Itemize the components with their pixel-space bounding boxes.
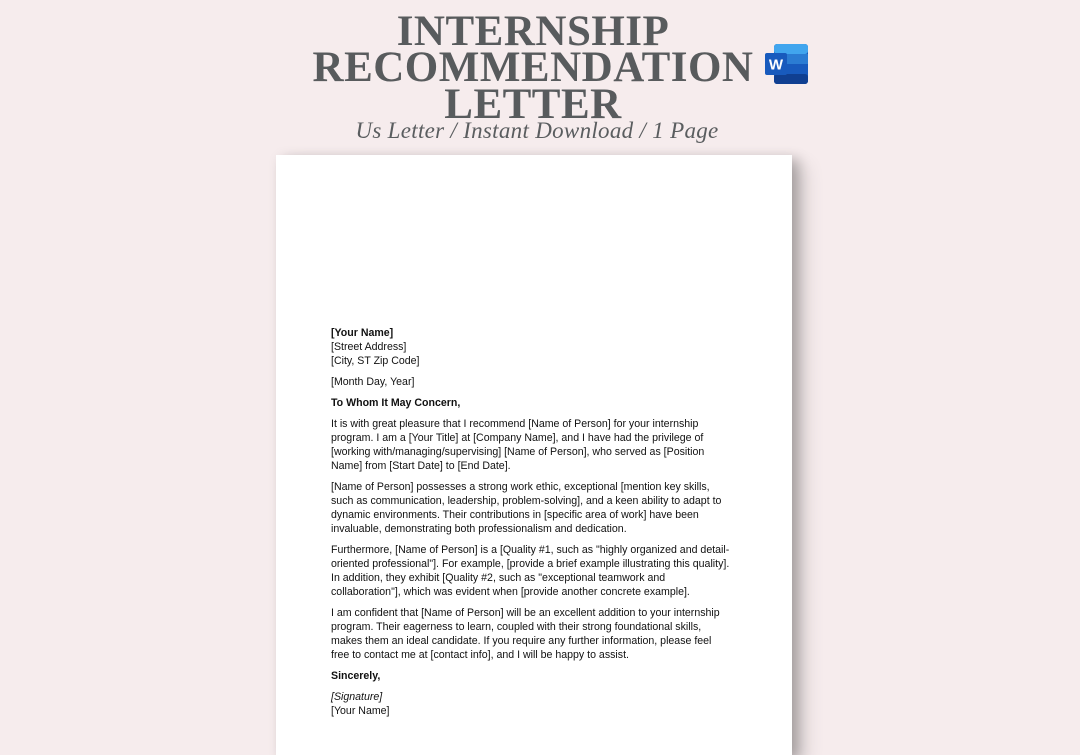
letter-line: [City, ST Zip Code] (331, 355, 420, 367)
letter-line: [Name of Person] possesses a strong work ethic, exceptional [mention key skills, (331, 481, 710, 493)
letter-paragraph (331, 326, 729, 340)
letter-line: program. I am a [Your Title] at [Company Name], and I have had the privilege of (331, 432, 704, 444)
letter-line: [Your Name] (331, 705, 390, 717)
letter-line: Sincerely, (331, 670, 381, 682)
letter-paragraph (331, 704, 729, 718)
letter-line: free to contact me at [contact info], and I will be happy to assist. (331, 649, 629, 661)
letter-line: [Street Address] (331, 341, 407, 353)
word-icon (765, 44, 808, 84)
letter-paragraph (331, 340, 729, 368)
letter-line: I am confident that [Name of Person] will be an excellent addition to your internship (331, 607, 720, 619)
letter-line: Furthermore, [Name of Person] is a [Quality #1, such as "highly organized and detail- (331, 544, 730, 556)
letter-line: dynamic environments. Their contributions in [specific area of work] have been (331, 509, 699, 521)
letter-line: such as communication, leadership, problem-solving], and a keen ability to adapt to (331, 495, 722, 507)
letter-line: collaboration"], which was evident when [provide another concrete example]. (331, 586, 690, 598)
letter-paragraph (331, 480, 729, 536)
letter-paragraph (331, 690, 729, 704)
letter-line: [working with/managing/supervising] [Name of Person], who served as [Position (331, 446, 705, 458)
letter-line: To Whom It May Concern, (331, 397, 461, 409)
letter-line: [Signature] (331, 691, 383, 703)
title-line-3: LETTER (444, 81, 622, 128)
letter-line: makes them an ideal candidate. If you require any further information, please feel (331, 635, 712, 647)
letter-line: invaluable, demonstrating both professionalism and dedication. (331, 523, 627, 535)
letter-paragraph (331, 396, 729, 410)
letter-paragraph (331, 375, 729, 389)
letter-line: In addition, they exhibit [Quality #2, such as "exceptional teamwork and (331, 572, 666, 584)
letter-line: oriented professional"]. For example, [provide a brief example illustrating this quality]. (331, 558, 730, 570)
word-icon-letter: W (768, 56, 784, 74)
letter-body (331, 326, 729, 718)
letter-line: program. Their eagerness to learn, coupled with their strong foundational skills, (331, 621, 702, 633)
subtitle: Us Letter / Instant Download / 1 Page (355, 118, 719, 143)
letter-paragraph (331, 543, 729, 599)
title-line-1: INTERNSHIP (396, 8, 670, 55)
title-line-2: RECOMMENDATION (312, 44, 754, 91)
letter-paragraph (331, 669, 729, 683)
letter-line: [Your Name] (331, 327, 394, 339)
letter-line: Name] from [Start Date] to [End Date]. (331, 460, 511, 472)
letter-line: [Month Day, Year] (331, 376, 415, 388)
letter-line: It is with great pleasure that I recommend [Name of Person] for your internship (331, 418, 699, 430)
letter-paragraph (331, 417, 729, 473)
letter-paragraph (331, 606, 729, 662)
